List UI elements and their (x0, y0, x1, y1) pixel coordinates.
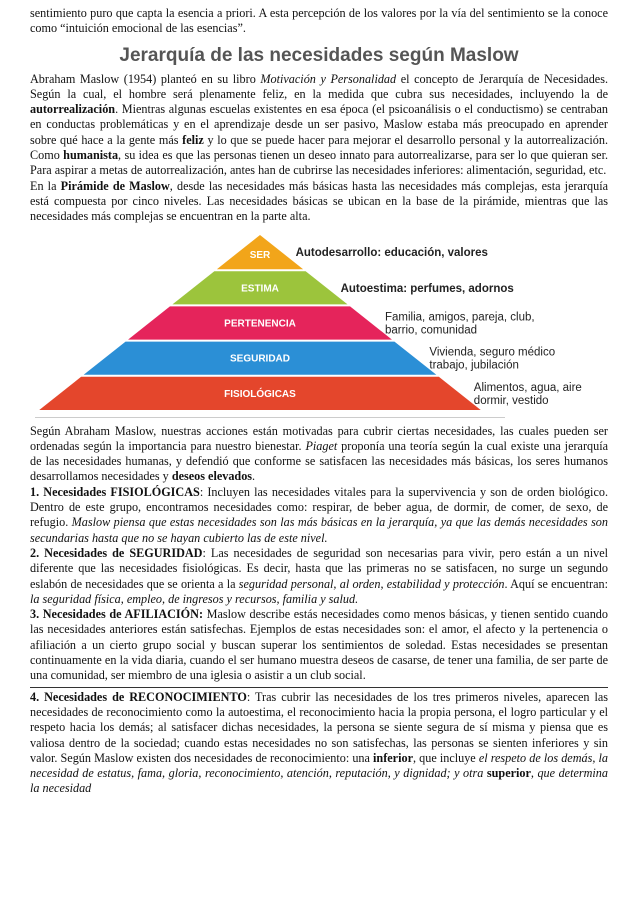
text: y lo que se puede hacer para mejorar el desarrollo personal y la autorrealización. Como (30, 132, 608, 163)
bold-term: feliz (182, 132, 204, 147)
need-affiliation (30, 607, 608, 683)
text: , desde las necesidades más básicas hasta las necesidades más complejas, esta jerarquía está compuesta por cinco niveles. Las necesidades básicas se ubican en la base de la pirámide, mientras que las necesidades más complejas se encuentran en la parte alta. (30, 178, 608, 224)
italic-text: la seguridad física, empleo, de ingresos y recursos, familia y salud. (30, 591, 359, 606)
text: , su idea es que las personas tienen un deseo innato para autorrealizarse, para ser lo que quieran ser. Para aspirar a metas de autorrealización, antes han de cubrirse las necesidades inferiores: alimentación, seguridad, etc. (30, 148, 609, 178)
paragraph-maslow-intro (30, 72, 608, 179)
paragraph-motivation (30, 424, 608, 485)
pyramid-level-caption: dormir, vestido (473, 394, 549, 407)
text: Maslow describe estás necesidades como menos básicas, y tienen sentido cuando las necesidades anteriores están satisfechas. Ejemplos de estas necesidades son: el amor, el afecto y la pertenencia o afiliación a un cierto grupo social y buscan superar los sentimientos de soledad. Estas necesidades se presentan continuamente en la vida diaria, cuando el ser humano muestra deseos de casarse, de tener una familia, de ser parte de una comunidad, ser miembro de una iglesia o asistir a un club social. (30, 607, 608, 683)
need-heading: 1. Necesidades FISIOLÓGICAS (30, 484, 200, 499)
paragraph-pyramid (30, 179, 608, 225)
need-physiological (30, 485, 608, 546)
italic-text: y otra (450, 766, 487, 781)
pyramid-level-caption: Autoestima: perfumes, adornos (340, 282, 514, 295)
pyramid-level-label: PERTENENCIA (224, 318, 296, 330)
text: : Tras cubrir las necesidades de los tres primeros niveles, aparecen las necesidades de reconocimiento como la autoestima, el reconocimiento hacia la propia persona, el logro particular y el respeto hacia los demás; al satisfacer dichas necesidades, la persona se siente segura de sí misma y piensa que es valiosa dentro de la sociedad; cuando estas necesidades no son satisfechas, las personas se sienten inferiores y sin valor. Según Maslow existen dos necesidades de reconocimiento: una (30, 689, 608, 765)
pyramid-level-label: FISIOLÓGICAS (224, 388, 296, 400)
pyramid-level-caption: Vivienda, seguro médico (429, 346, 556, 359)
bold-term: Pirámide de Maslow (60, 178, 170, 193)
pyramid-diagram (30, 229, 608, 417)
document-page (30, 6, 608, 797)
text: . (252, 469, 256, 484)
pyramid-level-caption: trabajo, jubilación (429, 359, 519, 372)
pyramid-level-label: ESTIMA (241, 282, 279, 294)
need-heading: 4. Necesidades de RECONOCIMIENTO (30, 689, 247, 704)
pyramid-level-caption: barrio, comunidad (385, 324, 478, 337)
intro-paragraph: sentimiento puro que capta la esencia a priori. A esta percepción de los valores por la vía del sentimiento se la conoce como “intuición emocional de las esencias”. (30, 6, 608, 36)
pyramid-level-caption: Autodesarrollo: educación, valores (295, 246, 488, 259)
text: . Aquí se encuentran: (504, 576, 609, 591)
pyramid-level-caption: Alimentos, agua, aire (473, 381, 582, 394)
text: : Las necesidades de seguridad son necesarias para vivir, pero están a un nivel diferente que las necesidades fisiológicas. Es decir, hasta que las primeras no se satisfacen, no surge un segundo eslabón de necesidades que se orienta a la (30, 545, 608, 591)
bold-term: autorrealización (30, 102, 116, 117)
italic-text: el respeto de los demás, la necesidad de estatus, fama, gloria, reconocimiento, atención, reputación, y dignidad; (30, 750, 608, 781)
need-recognition (30, 690, 608, 797)
pyramid-divider (35, 417, 505, 418)
text: proponía una teoría según la cual existe una jerarquía de las necesidades humanas, y defendió que conforme se satisfacen las necesidades más básicas, los seres humanos desarrollamos necesidades y (30, 438, 608, 484)
italic-text: , que determina la necesidad (30, 766, 608, 796)
text: En la (30, 178, 61, 193)
bold-term: superior (486, 766, 531, 781)
need-safety (30, 546, 608, 607)
italic-text: Maslow piensa que estas necesidades son las más básicas en la jerarquía, ya que las demás necesidades son secundarias hasta que no se hayan cubierto las de este nivel. (30, 515, 608, 545)
book-title: Motivación y Personalidad (260, 71, 397, 86)
pyramid-level-label: SEGURIDAD (229, 353, 291, 365)
text: Según Abraham Maslow, nuestras acciones están motivadas para cubrir ciertas necesidades, las cuales pueden ser ordenadas según la importancia para nuestro bienestar. (30, 423, 608, 453)
maslow-pyramid (30, 229, 608, 417)
need-heading: 2. Necesidades de SEGURIDAD (30, 545, 203, 560)
bold-term: humanista (63, 148, 119, 163)
pyramid-level-caption: Familia, amigos, pareja, club, (385, 311, 535, 324)
section-title: Jerarquía de las necesidades según Maslow (119, 44, 519, 66)
text: el concepto de Jerarquía de Necesidades. Según la cual, el hombre será plenamente feliz, en la medida que cubra sus necesidades, incluyendo la de (30, 71, 608, 101)
italic-text: seguridad personal, al orden, estabilidad y protección (238, 576, 505, 591)
text: : Incluyen las necesidades vitales para la supervivencia y son de orden biológico. Dentro de este grupo, encontramos necesidades como: respirar, de beber agua, de dormir, de comer, de sexo, de refugio. (30, 484, 608, 530)
text: Abraham Maslow (1954) planteó en su libro (30, 71, 261, 86)
need-heading: 3. Necesidades de AFILIACIÓN: (30, 607, 204, 622)
bold-term: deseos elevados (171, 469, 253, 484)
section-rule (30, 687, 608, 688)
text: , que incluye (412, 750, 479, 765)
bold-term: inferior (373, 750, 413, 765)
pyramid-level-label: SER (249, 249, 271, 261)
author-name: Piaget (305, 438, 338, 453)
text: . Mientras algunas escuelas existentes en esa época (el psicoanálisis o el conductismo) se centraban en conductas problemáticas y en el aprendizaje desde un ser pasivo, Maslow estaba más preocupado en aprender sobre qué hace a la gente más (30, 102, 608, 147)
